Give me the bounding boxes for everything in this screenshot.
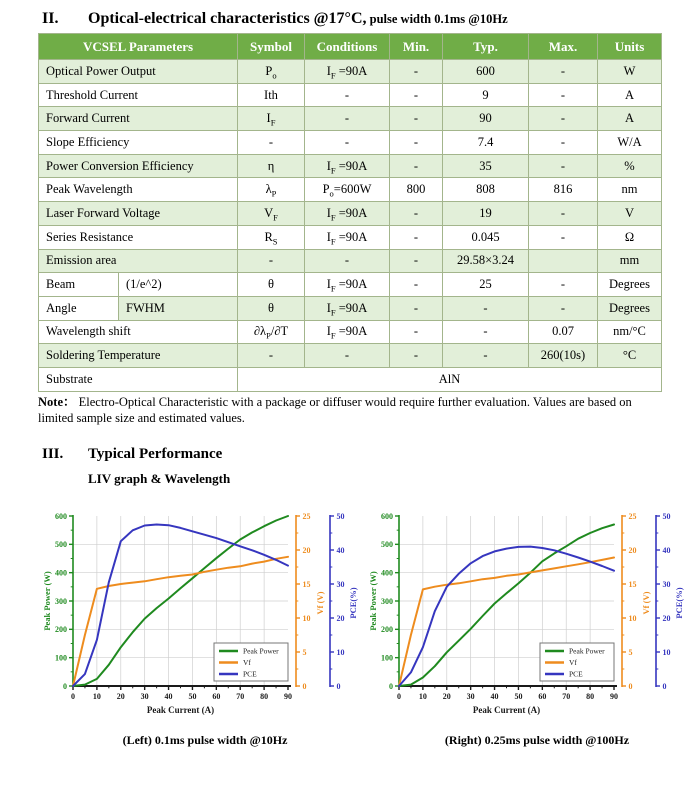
table-cell: $R_S$: [238, 225, 305, 249]
table-cell: Degrees: [598, 273, 662, 297]
section3-title: Typical Performance: [88, 446, 223, 462]
svg-text:Peak Current (A): Peak Current (A): [472, 705, 541, 715]
table-cell: -: [529, 225, 598, 249]
table-cell: 260(10s): [529, 344, 598, 368]
table-cell: $I_F =90A$: [305, 154, 390, 178]
chart-caption-right: (Right) 0.25ms pulse width @100Hz: [444, 733, 630, 747]
svg-text:10: 10: [302, 613, 311, 623]
svg-text:Vf: Vf: [569, 658, 577, 668]
svg-text:0: 0: [389, 681, 393, 691]
svg-text:Vf (V): Vf (V): [641, 591, 651, 615]
table-cell: -: [390, 131, 443, 155]
table-cell: θ: [238, 296, 305, 320]
svg-text:20: 20: [662, 613, 671, 623]
table-header-cell: Typ.: [443, 34, 529, 60]
table-cell: Series Resistance: [39, 225, 238, 249]
table-row: [39, 131, 662, 155]
table-row: [39, 344, 662, 368]
table-cell: -: [443, 344, 529, 368]
table-cell: $I_F =90A$: [305, 202, 390, 226]
note-label: Note：: [38, 395, 76, 409]
table-cell: (1/e^2): [119, 273, 238, 297]
table-cell: -: [529, 83, 598, 107]
svg-text:20: 20: [442, 692, 451, 701]
table-cell: -: [390, 225, 443, 249]
table-header-cell: VCSEL Parameters: [39, 34, 238, 60]
section3-heading: [42, 446, 222, 463]
table-cell: -: [390, 60, 443, 84]
table-cell: 90: [443, 107, 529, 131]
table-cell: 0.045: [443, 225, 529, 249]
vcsel-characteristics-table: [38, 33, 662, 392]
table-cell: W/A: [598, 131, 662, 155]
table-cell: θ: [238, 273, 305, 297]
svg-text:50: 50: [188, 692, 197, 701]
svg-text:10: 10: [336, 647, 345, 657]
svg-text:200: 200: [55, 625, 67, 635]
table-cell: $I_F =90A$: [305, 273, 390, 297]
svg-text:60: 60: [538, 692, 547, 701]
table-cell: 35: [443, 154, 529, 178]
table-header-cell: Conditions: [305, 34, 390, 60]
table-cell: [529, 249, 598, 273]
svg-text:25: 25: [302, 511, 311, 521]
svg-text:40: 40: [164, 692, 173, 701]
table-row: [39, 296, 662, 320]
table-cell: -: [238, 249, 305, 273]
svg-text:80: 80: [260, 692, 269, 701]
svg-text:50: 50: [662, 511, 671, 521]
vcsel-table-body: [39, 60, 662, 392]
svg-text:500: 500: [55, 540, 67, 550]
table-cell: 25: [443, 273, 529, 297]
table-cell: Slope Efficiency: [39, 131, 238, 155]
svg-text:Vf (V): Vf (V): [315, 591, 325, 615]
svg-text:PCE: PCE: [569, 669, 583, 679]
table-cell: -: [238, 131, 305, 155]
section3-numeral: III.: [42, 446, 64, 462]
table-cell: -: [390, 83, 443, 107]
note-text: Electro-Optical Characteristic with a package or diffuser would require further evaluation. Values are based on limited sample size and estimated values.: [38, 395, 632, 425]
svg-text:5: 5: [628, 647, 633, 657]
table-cell: $\partial\lambda_P/\partial T$: [238, 320, 305, 344]
svg-text:200: 200: [381, 625, 393, 635]
svg-text:400: 400: [381, 568, 393, 578]
svg-text:PCE(%): PCE(%): [674, 587, 684, 619]
table-cell: -: [443, 320, 529, 344]
table-row: [39, 320, 662, 344]
table-cell: %: [598, 154, 662, 178]
table-cell: Power Conversion Efficiency: [39, 154, 238, 178]
table-cell: $I_F =90A$: [305, 225, 390, 249]
table-cell: Wavelength shift: [39, 320, 238, 344]
svg-text:Peak Current (A): Peak Current (A): [146, 705, 215, 715]
table-header-cell: Min.: [390, 34, 443, 60]
table-row: [39, 225, 662, 249]
svg-text:300: 300: [55, 596, 67, 606]
svg-text:90: 90: [610, 692, 618, 701]
svg-text:30: 30: [140, 692, 149, 701]
section2-heading: [42, 10, 508, 28]
table-row: [39, 273, 662, 297]
svg-text:Peak Power: Peak Power: [243, 646, 279, 656]
table-cell: 29.58×3.24: [443, 249, 529, 273]
svg-text:Peak Power (W): Peak Power (W): [368, 571, 378, 631]
section2-title-tail: pulse width 0.1ms @10Hz: [366, 12, 508, 26]
svg-text:40: 40: [490, 692, 499, 701]
liv-subtitle: LIV graph & Wavelength: [88, 471, 231, 486]
table-header-cell: Symbol: [238, 34, 305, 60]
table-cell: $I_F =90A$: [305, 296, 390, 320]
table-header-cell: Max.: [529, 34, 598, 60]
svg-text:10: 10: [418, 692, 427, 701]
table-cell: Ith: [238, 83, 305, 107]
svg-text:10: 10: [92, 692, 101, 701]
table-cell: °C: [598, 344, 662, 368]
table-cell: 0.07: [529, 320, 598, 344]
svg-text:70: 70: [562, 692, 571, 701]
svg-text:300: 300: [381, 596, 393, 606]
table-cell: A: [598, 107, 662, 131]
table-row: [39, 249, 662, 273]
table-cell: Emission area: [39, 249, 238, 273]
svg-text:10: 10: [662, 647, 671, 657]
table-cell: Substrate: [39, 367, 238, 391]
svg-text:60: 60: [212, 692, 221, 701]
svg-text:PCE(%): PCE(%): [348, 587, 358, 619]
svg-text:80: 80: [586, 692, 595, 701]
table-row: [39, 202, 662, 226]
svg-text:90: 90: [284, 692, 292, 701]
table-cell: Ω: [598, 225, 662, 249]
table-cell: 9: [443, 83, 529, 107]
svg-text:20: 20: [116, 692, 125, 701]
section2-numeral: II.: [42, 10, 59, 27]
table-cell: -: [238, 344, 305, 368]
svg-text:PCE: PCE: [243, 669, 257, 679]
table-row: [39, 154, 662, 178]
table-cell: η: [238, 154, 305, 178]
svg-text:15: 15: [302, 579, 311, 589]
table-cell: -: [529, 60, 598, 84]
table-cell: -: [529, 107, 598, 131]
svg-text:30: 30: [466, 692, 475, 701]
svg-text:0: 0: [302, 681, 307, 691]
table-cell: -: [529, 131, 598, 155]
table-cell: W: [598, 60, 662, 84]
table-cell: AlN: [238, 367, 662, 391]
table-cell: 7.4: [443, 131, 529, 155]
table-cell: $I_F =90A$: [305, 320, 390, 344]
table-cell: -: [390, 249, 443, 273]
table-cell: -: [529, 273, 598, 297]
table-cell: -: [529, 296, 598, 320]
table-cell: Angle: [39, 296, 119, 320]
table-cell: Forward Current: [39, 107, 238, 131]
table-cell: -: [305, 131, 390, 155]
svg-text:10: 10: [628, 613, 637, 623]
section2-title: Optical-electrical characteristics @17°C,: [88, 10, 367, 27]
svg-text:20: 20: [336, 613, 345, 623]
table-row: [39, 367, 662, 391]
table-cell: $I_F$: [238, 107, 305, 131]
table-cell: Optical Power Output: [39, 60, 238, 84]
table-cell: -: [390, 273, 443, 297]
svg-text:15: 15: [628, 579, 637, 589]
table-cell: Laser Forward Voltage: [39, 202, 238, 226]
svg-text:40: 40: [662, 545, 671, 555]
table-row: [39, 83, 662, 107]
table-cell: $V_F$: [238, 202, 305, 226]
liv-chart-right: [366, 503, 696, 725]
table-cell: -: [529, 154, 598, 178]
table-cell: Soldering Temperature: [39, 344, 238, 368]
svg-text:100: 100: [55, 653, 67, 663]
svg-text:0: 0: [71, 692, 75, 701]
table-cell: -: [390, 202, 443, 226]
table-cell: $P_o=600W$: [305, 178, 390, 202]
svg-text:25: 25: [628, 511, 637, 521]
table-row: [39, 60, 662, 84]
table-cell: 816: [529, 178, 598, 202]
table-cell: -: [305, 249, 390, 273]
table-cell: FWHM: [119, 296, 238, 320]
table-cell: $I_F =90A$: [305, 60, 390, 84]
svg-text:400: 400: [55, 568, 67, 578]
svg-text:0: 0: [628, 681, 633, 691]
svg-text:600: 600: [55, 511, 67, 521]
liv-chart-left: [40, 503, 370, 725]
table-cell: -: [305, 344, 390, 368]
table-cell: -: [390, 296, 443, 320]
svg-text:0: 0: [336, 681, 341, 691]
svg-text:40: 40: [336, 545, 345, 555]
table-cell: -: [529, 202, 598, 226]
svg-text:Peak Power: Peak Power: [569, 646, 605, 656]
svg-text:100: 100: [381, 653, 393, 663]
table-cell: -: [390, 107, 443, 131]
table-cell: A: [598, 83, 662, 107]
svg-text:Peak Power (W): Peak Power (W): [42, 571, 52, 631]
svg-text:Vf: Vf: [243, 658, 251, 668]
table-header-cell: Units: [598, 34, 662, 60]
table-cell: Degrees: [598, 296, 662, 320]
table-cell: V: [598, 202, 662, 226]
svg-text:600: 600: [381, 511, 393, 521]
svg-text:70: 70: [236, 692, 245, 701]
svg-text:0: 0: [397, 692, 401, 701]
svg-text:20: 20: [302, 545, 311, 555]
table-cell: nm/°C: [598, 320, 662, 344]
table-cell: Peak Wavelength: [39, 178, 238, 202]
svg-text:50: 50: [514, 692, 523, 701]
table-cell: $\lambda_P$: [238, 178, 305, 202]
table-cell: $P_o$: [238, 60, 305, 84]
table-cell: -: [390, 320, 443, 344]
table-cell: Beam: [39, 273, 119, 297]
table-cell: nm: [598, 178, 662, 202]
table-cell: 800: [390, 178, 443, 202]
table-row: [39, 178, 662, 202]
svg-text:50: 50: [336, 511, 345, 521]
table-cell: 19: [443, 202, 529, 226]
table-cell: -: [390, 344, 443, 368]
svg-text:5: 5: [302, 647, 307, 657]
svg-text:0: 0: [63, 681, 67, 691]
table-cell: 600: [443, 60, 529, 84]
table-cell: -: [443, 296, 529, 320]
table-cell: mm: [598, 249, 662, 273]
table-header-row: [39, 34, 662, 60]
svg-text:30: 30: [336, 579, 345, 589]
table-cell: Threshold Current: [39, 83, 238, 107]
table-row: [39, 107, 662, 131]
chart-caption-left: (Left) 0.1ms pulse width @10Hz: [122, 733, 288, 747]
table-cell: 808: [443, 178, 529, 202]
svg-text:500: 500: [381, 540, 393, 550]
note: [38, 394, 670, 426]
svg-text:0: 0: [662, 681, 667, 691]
table-cell: -: [390, 154, 443, 178]
svg-text:30: 30: [662, 579, 671, 589]
table-cell: -: [305, 107, 390, 131]
table-cell: -: [305, 83, 390, 107]
svg-text:20: 20: [628, 545, 637, 555]
